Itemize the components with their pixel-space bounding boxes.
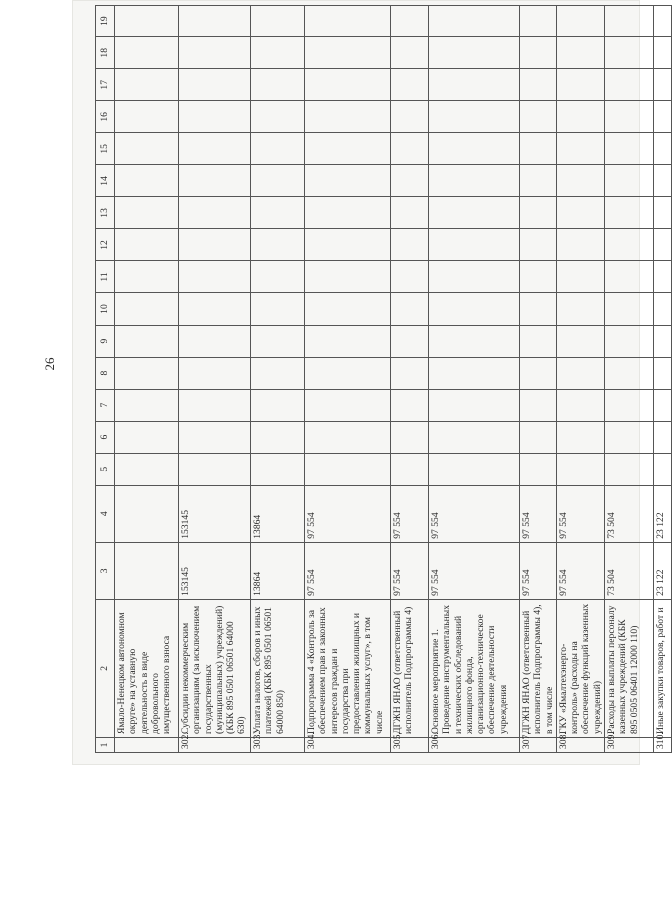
empty-cell (251, 325, 305, 357)
empty-cell (605, 261, 654, 293)
table-row (520, 6, 557, 753)
table-row (556, 6, 604, 753)
empty-cell (654, 165, 672, 197)
budget-table (95, 5, 672, 753)
empty-cell (305, 37, 391, 69)
value-cell-col3: 97 554 (556, 542, 604, 599)
empty-cell (520, 229, 557, 261)
empty-cell (251, 101, 305, 133)
empty-cell (556, 197, 604, 229)
empty-cell (305, 325, 391, 357)
empty-cell (429, 293, 520, 325)
empty-cell (654, 229, 672, 261)
empty-cell (391, 389, 429, 421)
empty-cell (429, 389, 520, 421)
empty-cell (556, 421, 604, 453)
value-cell-col4: 153145 (179, 485, 251, 542)
empty-cell (251, 37, 305, 69)
empty-cell (556, 357, 604, 389)
empty-cell (654, 389, 672, 421)
empty-cell (115, 421, 179, 453)
empty-cell (654, 453, 672, 485)
empty-cell (605, 69, 654, 101)
value-cell-col3: 97 554 (429, 542, 520, 599)
column-header: 18 (96, 37, 115, 69)
column-header: 14 (96, 165, 115, 197)
empty-cell (556, 165, 604, 197)
empty-cell (556, 133, 604, 165)
column-header: 3 (96, 542, 115, 599)
row-number-cell: 305. (391, 737, 429, 752)
empty-cell (520, 165, 557, 197)
column-header: 2 (96, 599, 115, 737)
empty-cell (654, 261, 672, 293)
column-header: 1 (96, 737, 115, 752)
empty-cell (520, 453, 557, 485)
header-row (96, 6, 115, 753)
column-header: 10 (96, 293, 115, 325)
column-header: 5 (96, 453, 115, 485)
table-row (391, 6, 429, 753)
empty-cell (251, 197, 305, 229)
empty-cell (179, 325, 251, 357)
empty-cell (391, 229, 429, 261)
empty-cell (179, 197, 251, 229)
empty-cell (251, 389, 305, 421)
row-number-cell: 308. (556, 737, 604, 752)
value-cell-col3: 23 122 (654, 542, 672, 599)
empty-cell (429, 357, 520, 389)
empty-cell (305, 101, 391, 133)
page-number: 26 (42, 357, 57, 371)
empty-cell (305, 165, 391, 197)
empty-cell (391, 69, 429, 101)
empty-cell (654, 293, 672, 325)
empty-cell (605, 197, 654, 229)
empty-cell (391, 101, 429, 133)
empty-cell (429, 197, 520, 229)
empty-cell (115, 197, 179, 229)
row-name-cell: ГКУ «Ямалтехэнерго-контроль» (расходы на обеспечение функций казенных учреждений) (556, 599, 604, 737)
empty-cell (556, 229, 604, 261)
empty-cell (305, 421, 391, 453)
value-cell-col4: 97 554 (391, 485, 429, 542)
empty-cell (391, 261, 429, 293)
empty-cell (251, 69, 305, 101)
column-header: 7 (96, 389, 115, 421)
empty-cell (429, 165, 520, 197)
empty-cell (556, 101, 604, 133)
row-number-cell (115, 737, 179, 752)
empty-cell (520, 293, 557, 325)
table-row (115, 6, 179, 753)
empty-cell (251, 261, 305, 293)
empty-cell (520, 421, 557, 453)
column-header: 4 (96, 485, 115, 542)
value-cell-col4: 97 554 (520, 485, 557, 542)
value-cell-col4: 97 554 (305, 485, 391, 542)
empty-cell (305, 293, 391, 325)
value-cell-col3: 97 554 (305, 542, 391, 599)
empty-cell (654, 421, 672, 453)
empty-cell (115, 133, 179, 165)
table-row (251, 6, 305, 753)
empty-cell (179, 229, 251, 261)
empty-cell (305, 453, 391, 485)
empty-cell (391, 197, 429, 229)
empty-cell (391, 421, 429, 453)
empty-cell (605, 453, 654, 485)
empty-cell (305, 389, 391, 421)
column-header: 17 (96, 69, 115, 101)
column-header: 15 (96, 133, 115, 165)
value-cell-col4: 73 504 (605, 485, 654, 542)
empty-cell (251, 453, 305, 485)
empty-cell (115, 261, 179, 293)
empty-cell (654, 37, 672, 69)
empty-cell (605, 389, 654, 421)
empty-cell (605, 6, 654, 37)
empty-cell (251, 357, 305, 389)
empty-cell (556, 37, 604, 69)
empty-cell (429, 37, 520, 69)
value-cell-col4: 97 554 (556, 485, 604, 542)
row-number-cell: 306. (429, 737, 520, 752)
empty-cell (520, 133, 557, 165)
table-body (96, 6, 672, 753)
empty-cell (429, 261, 520, 293)
empty-cell (179, 6, 251, 37)
empty-cell (556, 293, 604, 325)
empty-cell (520, 37, 557, 69)
row-number-cell: 310. (654, 737, 672, 752)
empty-cell (305, 6, 391, 37)
empty-cell (520, 389, 557, 421)
empty-cell (654, 69, 672, 101)
empty-cell (605, 421, 654, 453)
empty-cell (391, 37, 429, 69)
row-name-cell: Основное мероприятие 1. Проведение инструментальных и технических обследований жилищного фонда, организационно-техническое обеспечение деятельности учреждения (429, 599, 520, 737)
empty-cell (429, 453, 520, 485)
empty-cell (605, 229, 654, 261)
table-container (95, 5, 667, 753)
empty-cell (520, 325, 557, 357)
value-cell-col4 (115, 485, 179, 542)
row-number-cell: 303. (251, 737, 305, 752)
empty-cell (179, 293, 251, 325)
empty-cell (429, 229, 520, 261)
empty-cell (115, 389, 179, 421)
row-name-cell: ДГЖН ЯНАО (ответственный исполнитель Подпрограммы 4) (391, 599, 429, 737)
empty-cell (115, 293, 179, 325)
value-cell-col3: 13864 (251, 542, 305, 599)
empty-cell (115, 325, 179, 357)
table-row (654, 6, 672, 753)
empty-cell (605, 165, 654, 197)
value-cell-col4: 97 554 (429, 485, 520, 542)
empty-cell (556, 389, 604, 421)
value-cell-col4: 23 122 (654, 485, 672, 542)
empty-cell (391, 165, 429, 197)
empty-cell (305, 357, 391, 389)
empty-cell (391, 293, 429, 325)
row-name-cell: Расходы на выплаты персоналу казенных учреждений (КБК 895 0505 06401 12000 110) (605, 599, 654, 737)
table-row (179, 6, 251, 753)
empty-cell (391, 325, 429, 357)
value-cell-col3: 97 554 (520, 542, 557, 599)
empty-cell (654, 357, 672, 389)
empty-cell (654, 101, 672, 133)
empty-cell (305, 229, 391, 261)
empty-cell (115, 357, 179, 389)
column-header: 6 (96, 421, 115, 453)
empty-cell (429, 101, 520, 133)
row-number-cell: 307. (520, 737, 557, 752)
value-cell-col3: 153145 (179, 542, 251, 599)
empty-cell (115, 453, 179, 485)
empty-cell (654, 6, 672, 37)
column-header: 13 (96, 197, 115, 229)
empty-cell (305, 197, 391, 229)
empty-cell (115, 229, 179, 261)
empty-cell (556, 6, 604, 37)
row-number-cell: 304. (305, 737, 391, 752)
empty-cell (429, 325, 520, 357)
row-name-cell: Уплата налогов, сборов и иных платежей (КБК 895 0501 06501 64000 850) (251, 599, 305, 737)
column-header: 11 (96, 261, 115, 293)
row-name-cell: Иные закупки товаров, работ и (654, 599, 672, 737)
value-cell-col3 (115, 542, 179, 599)
empty-cell (115, 101, 179, 133)
value-cell-col3: 97 554 (391, 542, 429, 599)
empty-cell (556, 453, 604, 485)
column-header: 16 (96, 101, 115, 133)
empty-cell (115, 165, 179, 197)
row-number-cell: 309. (605, 737, 654, 752)
value-cell-col3: 73 504 (605, 542, 654, 599)
empty-cell (115, 37, 179, 69)
empty-cell (520, 197, 557, 229)
column-header: 9 (96, 325, 115, 357)
empty-cell (605, 101, 654, 133)
empty-cell (391, 453, 429, 485)
empty-cell (115, 6, 179, 37)
column-header: 19 (96, 6, 115, 37)
empty-cell (429, 421, 520, 453)
empty-cell (305, 261, 391, 293)
row-name-cell: Ямало-Ненецком автономном округе» на уставную деятельность в виде добровольного имущественного взноса (115, 599, 179, 737)
empty-cell (605, 357, 654, 389)
empty-cell (251, 229, 305, 261)
empty-cell (179, 261, 251, 293)
empty-cell (556, 261, 604, 293)
empty-cell (115, 69, 179, 101)
empty-cell (179, 421, 251, 453)
empty-cell (654, 133, 672, 165)
empty-cell (251, 293, 305, 325)
empty-cell (605, 37, 654, 69)
empty-cell (520, 357, 557, 389)
column-header: 8 (96, 357, 115, 389)
empty-cell (305, 133, 391, 165)
empty-cell (605, 325, 654, 357)
table-row (605, 6, 654, 753)
empty-cell (520, 261, 557, 293)
empty-cell (179, 37, 251, 69)
empty-cell (520, 69, 557, 101)
empty-cell (179, 133, 251, 165)
empty-cell (179, 389, 251, 421)
value-cell-col4: 13864 (251, 485, 305, 542)
empty-cell (429, 6, 520, 37)
empty-cell (605, 293, 654, 325)
row-name-cell: Подпрограмма 4 «Контроль за обеспечением прав и законных интересов граждан и государства при предоставлении жилищных и коммунальных услуг», в том числе (305, 599, 391, 737)
empty-cell (654, 197, 672, 229)
empty-cell (179, 165, 251, 197)
table-row (429, 6, 520, 753)
empty-cell (520, 6, 557, 37)
row-name-cell: ДГЖН ЯНАО (ответственный исполнитель Подпрограммы 4), в том числе (520, 599, 557, 737)
empty-cell (556, 69, 604, 101)
empty-cell (251, 133, 305, 165)
empty-cell (391, 6, 429, 37)
row-name-cell: Субсидии некоммерческим организациям (за исключением государственных (муниципальных) учреждений) (КБК 895 0501 06501 64000 630) (179, 599, 251, 737)
empty-cell (179, 453, 251, 485)
empty-cell (251, 421, 305, 453)
empty-cell (605, 133, 654, 165)
column-header: 12 (96, 229, 115, 261)
empty-cell (179, 69, 251, 101)
empty-cell (305, 69, 391, 101)
empty-cell (429, 69, 520, 101)
empty-cell (520, 101, 557, 133)
empty-cell (251, 165, 305, 197)
empty-cell (179, 357, 251, 389)
table-row (305, 6, 391, 753)
empty-cell (556, 325, 604, 357)
empty-cell (251, 6, 305, 37)
row-number-cell: 302. (179, 737, 251, 752)
empty-cell (179, 101, 251, 133)
empty-cell (654, 325, 672, 357)
empty-cell (391, 357, 429, 389)
empty-cell (429, 133, 520, 165)
empty-cell (391, 133, 429, 165)
